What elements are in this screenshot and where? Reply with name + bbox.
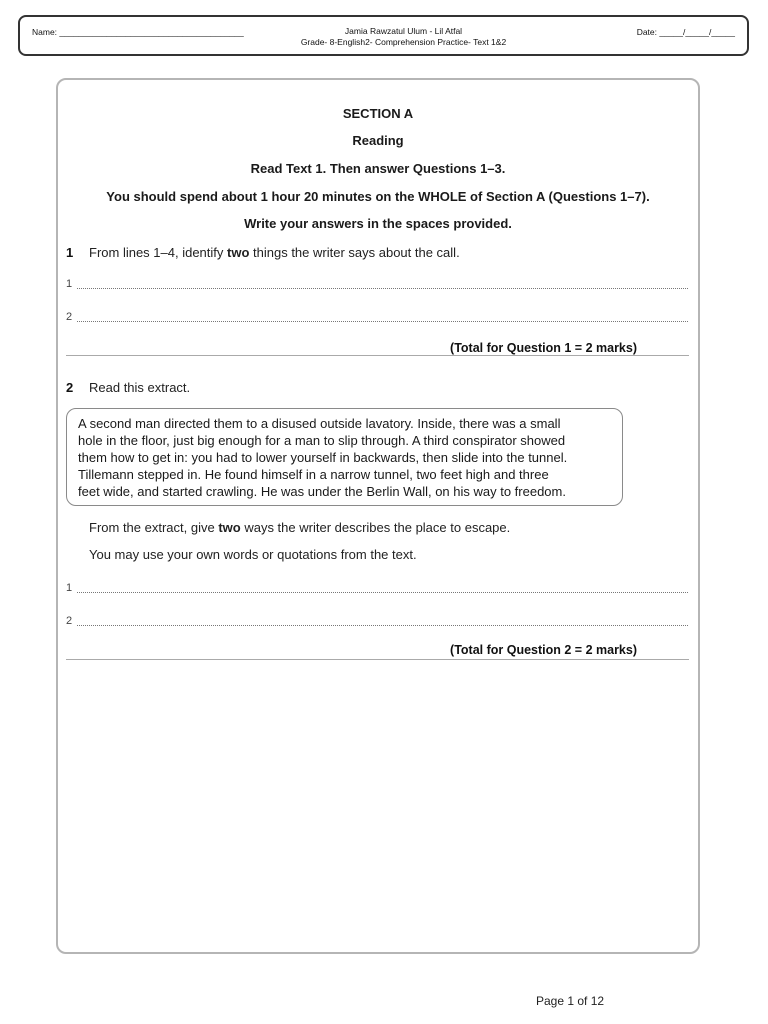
instruction-time: You should spend about 1 hour 20 minutes on the WHOLE of Section A (Questions 1–7). — [106, 189, 650, 204]
question-1-text-emphasis: two — [227, 245, 250, 260]
question-2-number: 2 — [66, 380, 74, 395]
extract-line: them how to get in: you had to lower yourself in backwards, then slide into the tunnel. — [78, 450, 568, 465]
answer-line-q1-1[interactable] — [66, 278, 688, 292]
section-subtitle: Reading — [352, 133, 404, 148]
extract-line: A second man directed them to a disused outside lavatory. Inside, there was a small — [78, 416, 561, 431]
extract-line: hole in the floor, just big enough for a man to slip through. A third conspirator showed — [78, 433, 566, 448]
question-2-note: You may use your own words or quotations from the text. — [89, 547, 417, 562]
question-2-text: Read this extract. — [89, 380, 191, 395]
answer-number: 1 — [66, 582, 73, 594]
answer-number: 1 — [66, 278, 73, 290]
dotted-answer-line[interactable] — [77, 625, 688, 626]
question-2-prompt-part: From the extract, give — [89, 520, 219, 535]
school-name: Jamia Rawzatul Ulum - Lil Atfal — [344, 26, 463, 36]
question-1-number: 1 — [66, 245, 74, 260]
extract-box — [66, 408, 623, 506]
header-box — [18, 15, 749, 56]
answer-number: 2 — [66, 615, 73, 627]
answer-number: 2 — [66, 311, 73, 323]
question-2-total: (Total for Question 2 = 2 marks) — [450, 643, 637, 657]
question-2-prompt-emphasis: two — [218, 520, 241, 535]
question-2-prompt-part: ways the writer describes the place to escape. — [240, 520, 511, 535]
question-2-prompt — [89, 520, 510, 535]
question-1-text — [89, 245, 460, 260]
question-divider — [66, 355, 689, 356]
date-field-label[interactable]: Date: _____/_____/_____ — [636, 27, 735, 37]
dotted-answer-line[interactable] — [77, 321, 688, 322]
name-field-label[interactable]: Name: _______________________________________ — [32, 27, 244, 37]
dotted-answer-line[interactable] — [77, 592, 688, 593]
extract-line: feet wide, and started crawling. He was under the Berlin Wall, on his way to freedom. — [78, 484, 566, 499]
worksheet-subtitle: Grade- 8-English2- Comprehension Practice- Text 1&2 — [300, 37, 507, 47]
dotted-answer-line[interactable] — [77, 288, 688, 289]
answer-line-q2-1[interactable] — [66, 582, 688, 596]
question-divider — [66, 659, 689, 660]
answer-line-q1-2[interactable] — [66, 311, 688, 325]
instruction-read-text: Read Text 1. Then answer Questions 1–3. — [250, 161, 506, 176]
question-1-text-part: From lines 1–4, identify — [89, 245, 228, 260]
question-1-text-part: things the writer says about the call. — [249, 245, 460, 260]
question-1-total: (Total for Question 1 = 2 marks) — [450, 341, 637, 355]
section-title: SECTION A — [342, 106, 414, 121]
extract-line: Tillemann stepped in. He found himself in a narrow tunnel, two feet high and three — [78, 467, 549, 482]
instruction-write: Write your answers in the spaces provided. — [244, 216, 512, 231]
exam-page-frame — [56, 78, 700, 954]
page-number: Page 1 of 12 — [536, 994, 605, 1008]
answer-line-q2-2[interactable] — [66, 615, 688, 629]
